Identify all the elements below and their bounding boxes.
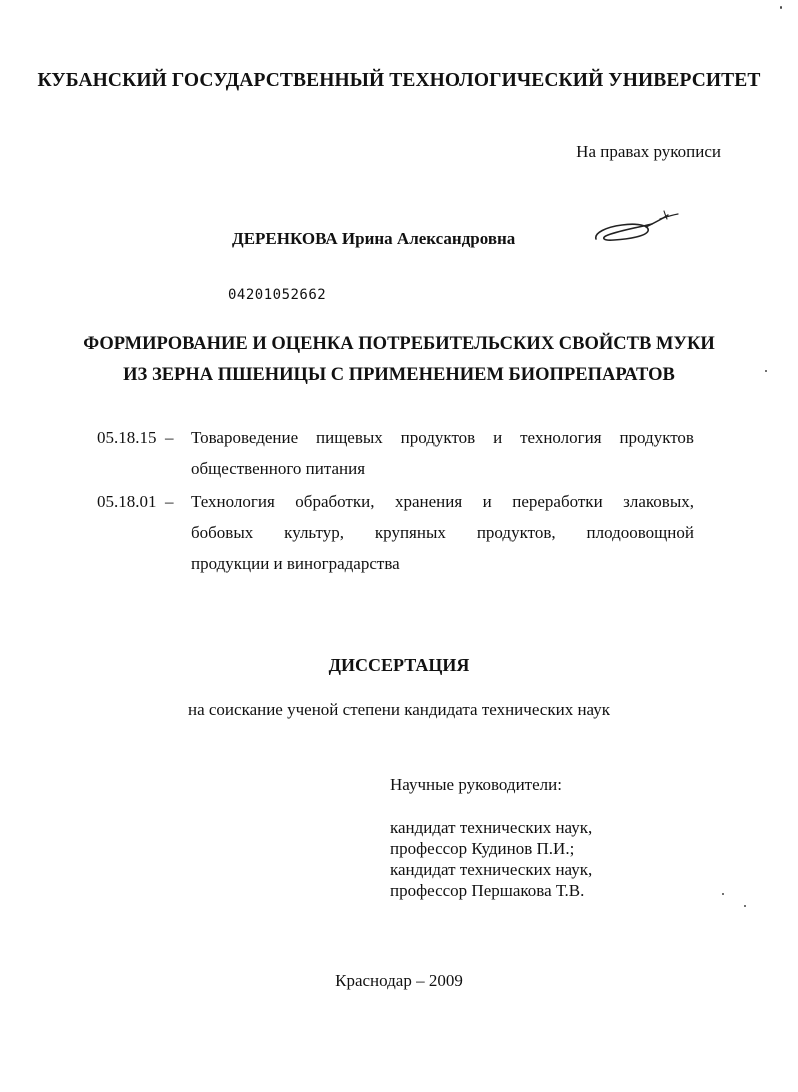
specialty-1-code: 05.18.15 – <box>97 428 174 447</box>
specialty-1-line-2: общественного питания <box>191 459 366 478</box>
scan-speck <box>722 893 724 895</box>
supervisor-line: кандидат технических наук, <box>390 860 593 879</box>
specialty-2-line-3: продукции и виноградарства <box>191 554 400 573</box>
supervisor-line: профессор Першакова Т.В. <box>390 881 585 900</box>
handwritten-signature <box>592 205 682 251</box>
university-name: КУБАНСКИЙ ГОСУДАРСТВЕННЫЙ ТЕХНОЛОГИЧЕСКИЙ УНИВЕРСИТЕТ <box>37 70 761 91</box>
scan-speck <box>780 6 782 9</box>
manuscript-note: На правах рукописи <box>576 142 721 161</box>
scan-speck <box>744 905 746 907</box>
title-line-1: ФОРМИРОВАНИЕ И ОЦЕНКА ПОТРЕБИТЕЛЬСКИХ СВОЙСТВ МУКИ <box>83 334 715 354</box>
specialty-2-line-1: Технология обработки, хранения и переработки злаковых, <box>191 492 694 511</box>
supervisor-line: профессор Кудинов П.И.; <box>390 839 575 858</box>
supervisor-line: кандидат технических наук, <box>390 818 593 837</box>
dissertation-heading: ДИССЕРТАЦИЯ <box>328 655 470 675</box>
city-year: Краснодар – 2009 <box>335 971 463 990</box>
specialty-2-line-2: бобовых культур, крупяных продуктов, плодоовощной <box>191 523 694 542</box>
scan-speck <box>765 370 767 372</box>
registration-number: 04201052662 <box>228 287 327 303</box>
specialty-2-code: 05.18.01 – <box>97 492 174 511</box>
title-line-2: ИЗ ЗЕРНА ПШЕНИЦЫ С ПРИМЕНЕНИЕМ БИОПРЕПАРАТОВ <box>123 365 675 385</box>
author-name: ДЕРЕНКОВА Ирина Александровна <box>232 229 516 248</box>
supervisors-label: Научные руководители: <box>390 775 562 794</box>
specialty-1-line-1: Товароведение пищевых продуктов и технология продуктов <box>191 428 694 447</box>
dissertation-subtitle: на соискание ученой степени кандидата технических наук <box>187 700 610 719</box>
dissertation-title <box>0 329 798 391</box>
